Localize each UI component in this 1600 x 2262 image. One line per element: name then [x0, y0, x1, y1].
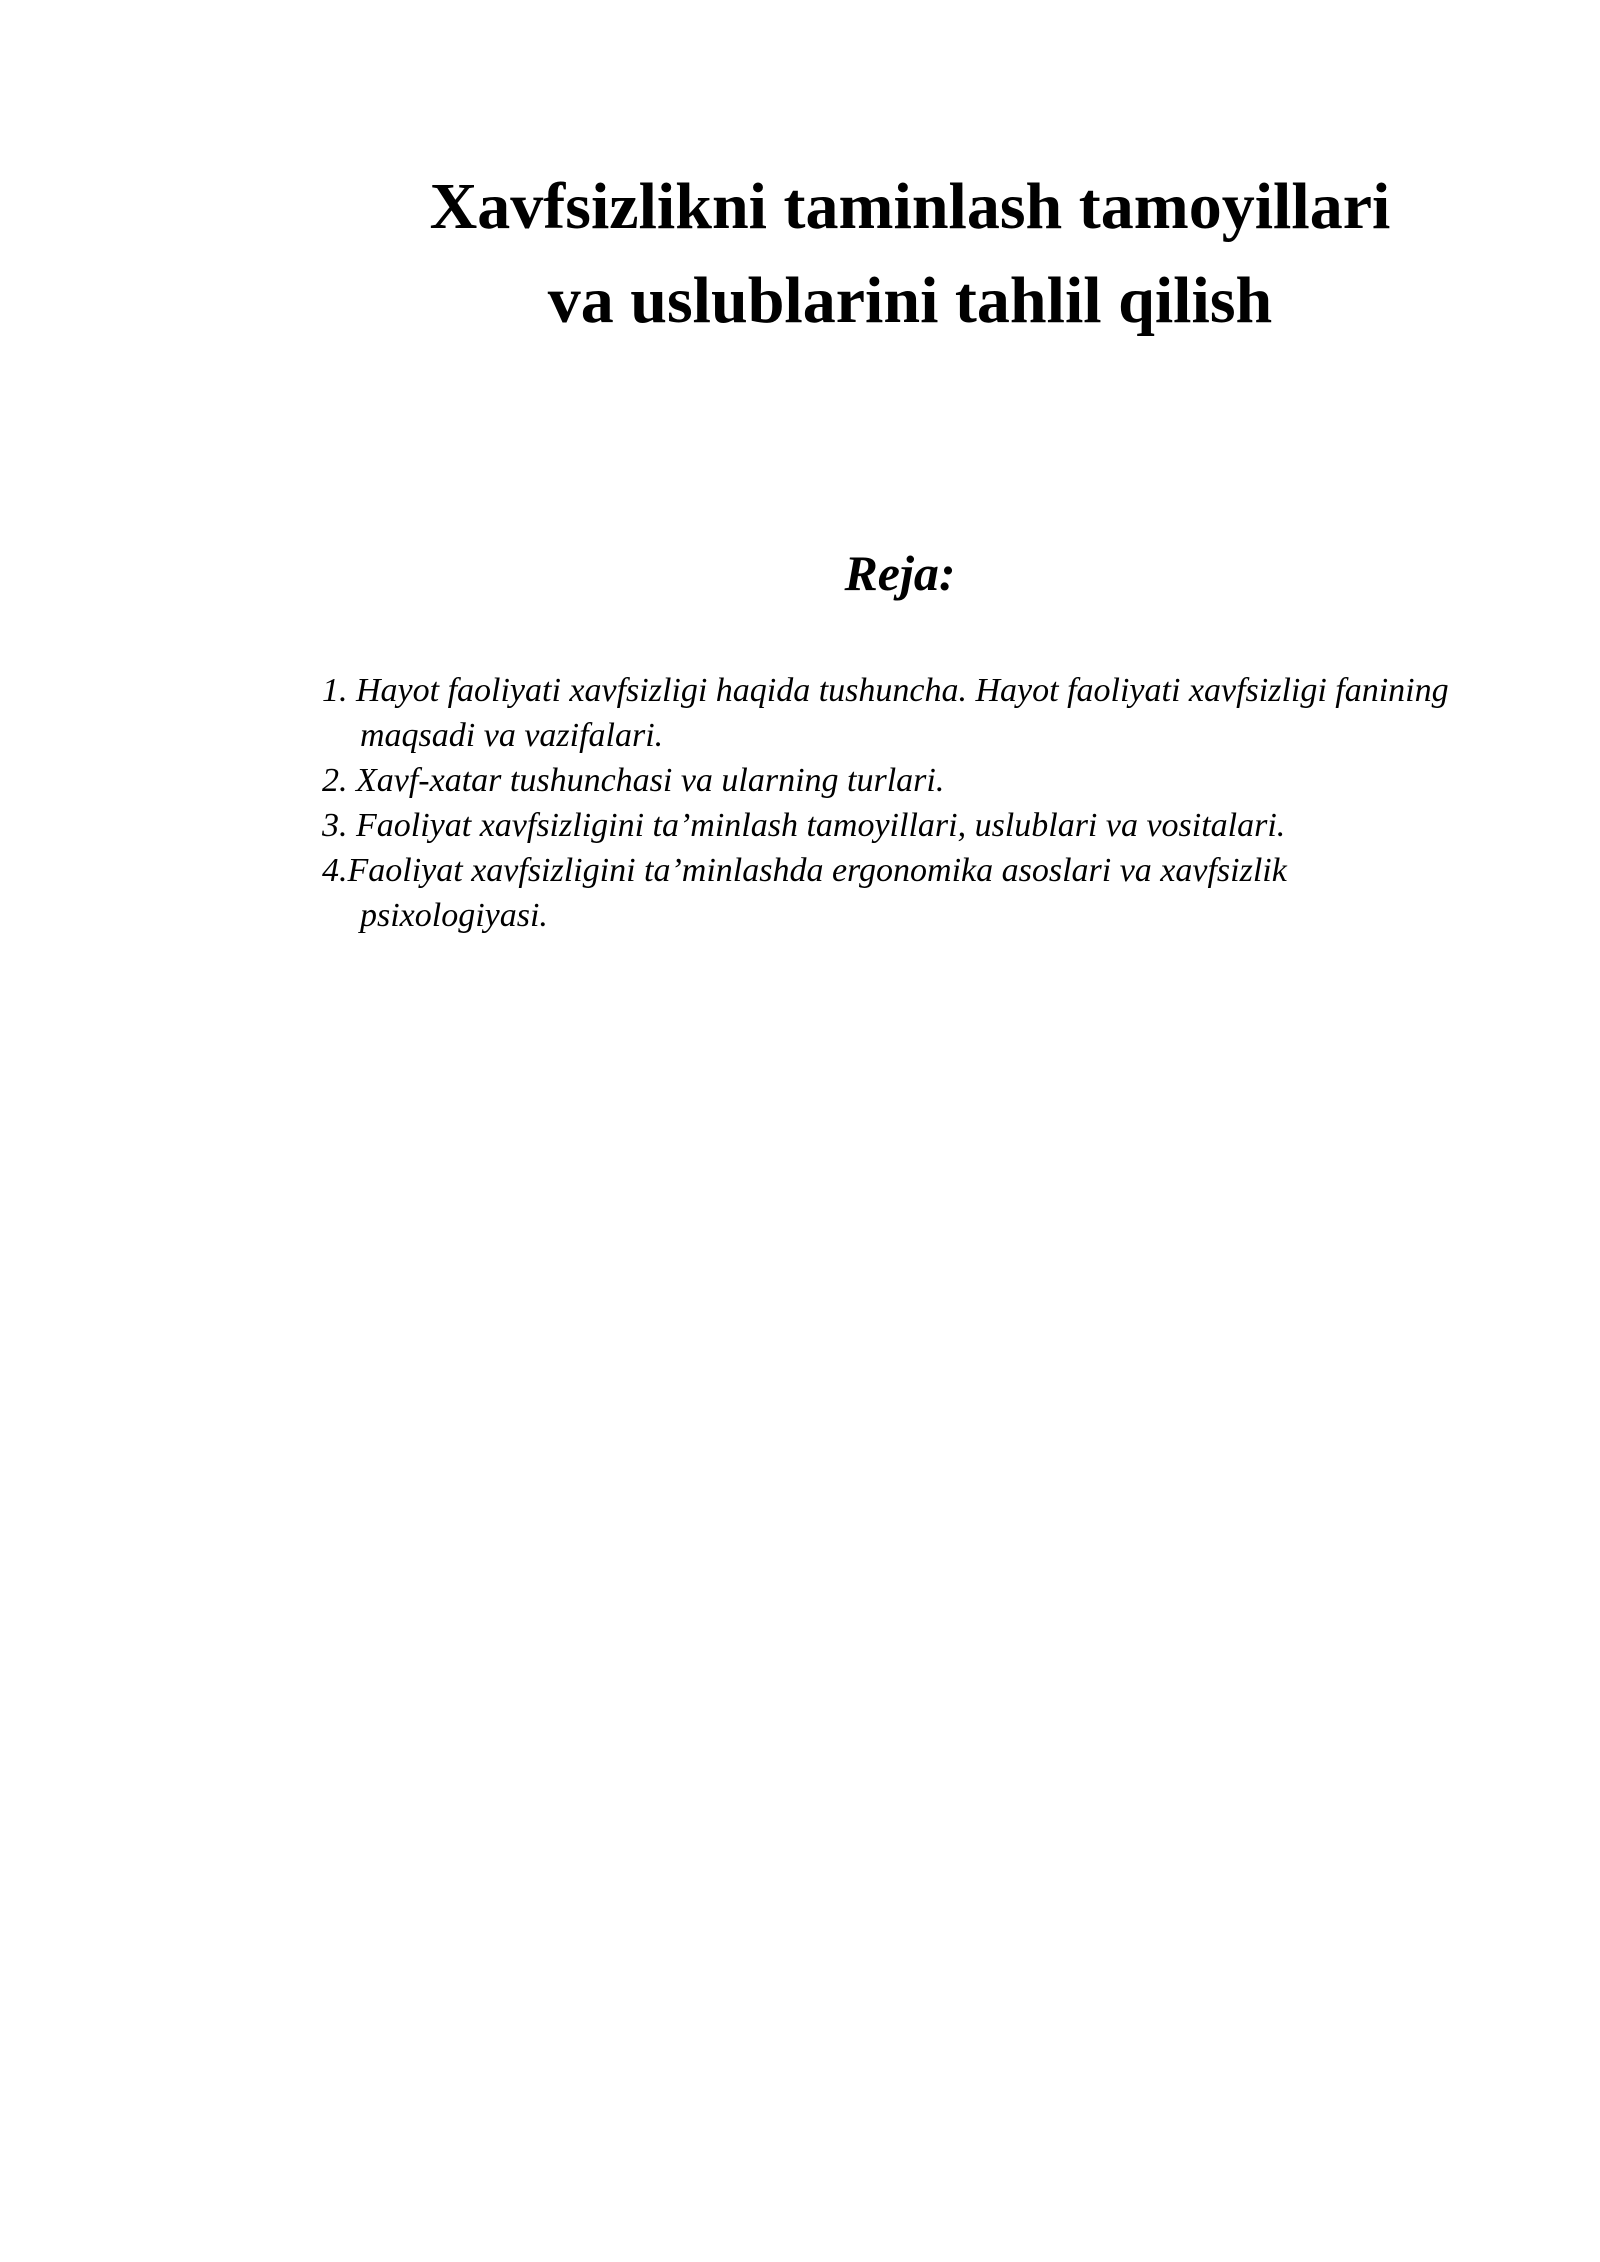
- page-title: [310, 160, 1510, 348]
- plan-list: [322, 668, 1482, 938]
- plan-item-3: 3. Faoliyat xavfsizligini ta’minlash tamoyillari, uslublari va vositalari.: [322, 807, 1286, 844]
- plan-item-1: 1. Hayot faoliyati xavfsizligi haqida tushuncha. Hayot faoliyati xavfsizligi fanining maqsadi va vazifalari.: [322, 672, 1449, 754]
- plan-heading: Reja:: [844, 545, 956, 601]
- title-line-2: va uslublarini tahlil qilish: [547, 264, 1273, 337]
- title-line-1: Xavfsizlikni taminlash tamoyillari: [429, 170, 1391, 243]
- plan-item-2: 2. Xavf-xatar tushunchasi va ularning turlari.: [322, 762, 945, 799]
- plan-item-4: 4.Faoliyat xavfsizligini ta’minlashda ergonomika asoslari va xavfsizlik psixologiyasi.: [322, 852, 1287, 934]
